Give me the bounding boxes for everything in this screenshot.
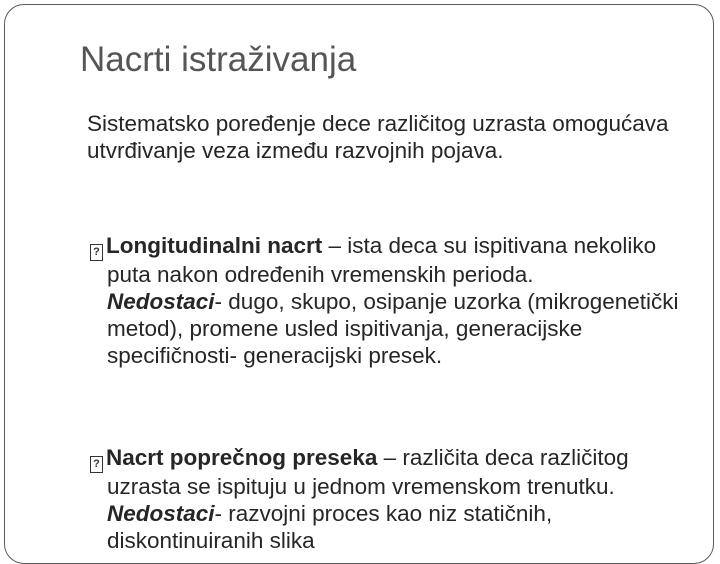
drawbacks-text: - razvojni proces kao niz statičnih, diskontinuiranih slika <box>107 501 553 553</box>
slide-title: Nacrti istraživanja <box>80 40 357 79</box>
bullet-text: – ista deca su ispitivana nekoliko puta nakon određenih vremenskih perioda. <box>107 233 657 287</box>
bullet-marker-icon: ? <box>90 244 103 261</box>
bullet-text: – različita deca različitog uzrasta se ispituju u jednom vremenskom trenutku. <box>107 445 629 499</box>
bullet-term: Nacrt poprečnog preseka <box>106 445 378 470</box>
bullet-marker-icon: ? <box>90 456 103 473</box>
bullet-term: Longitudinalni nacrt <box>106 233 323 258</box>
intro-paragraph: Sistematsko poređenje dece različitog uzrasta omogućava utvrđivanje veza između razvojnih pojava. <box>87 111 669 163</box>
drawbacks-label: Nedostaci <box>107 501 215 526</box>
bullet-longitudinal <box>90 232 697 369</box>
drawbacks-label: Nedostaci <box>107 289 215 314</box>
bullet-cross-sectional <box>90 444 697 554</box>
drawbacks-text: - dugo, skupo, osipanje uzorka (mikrogenetički metod), promene usled ispitivanja, generacijske specifičnosti- generacijski presek. <box>107 289 679 368</box>
